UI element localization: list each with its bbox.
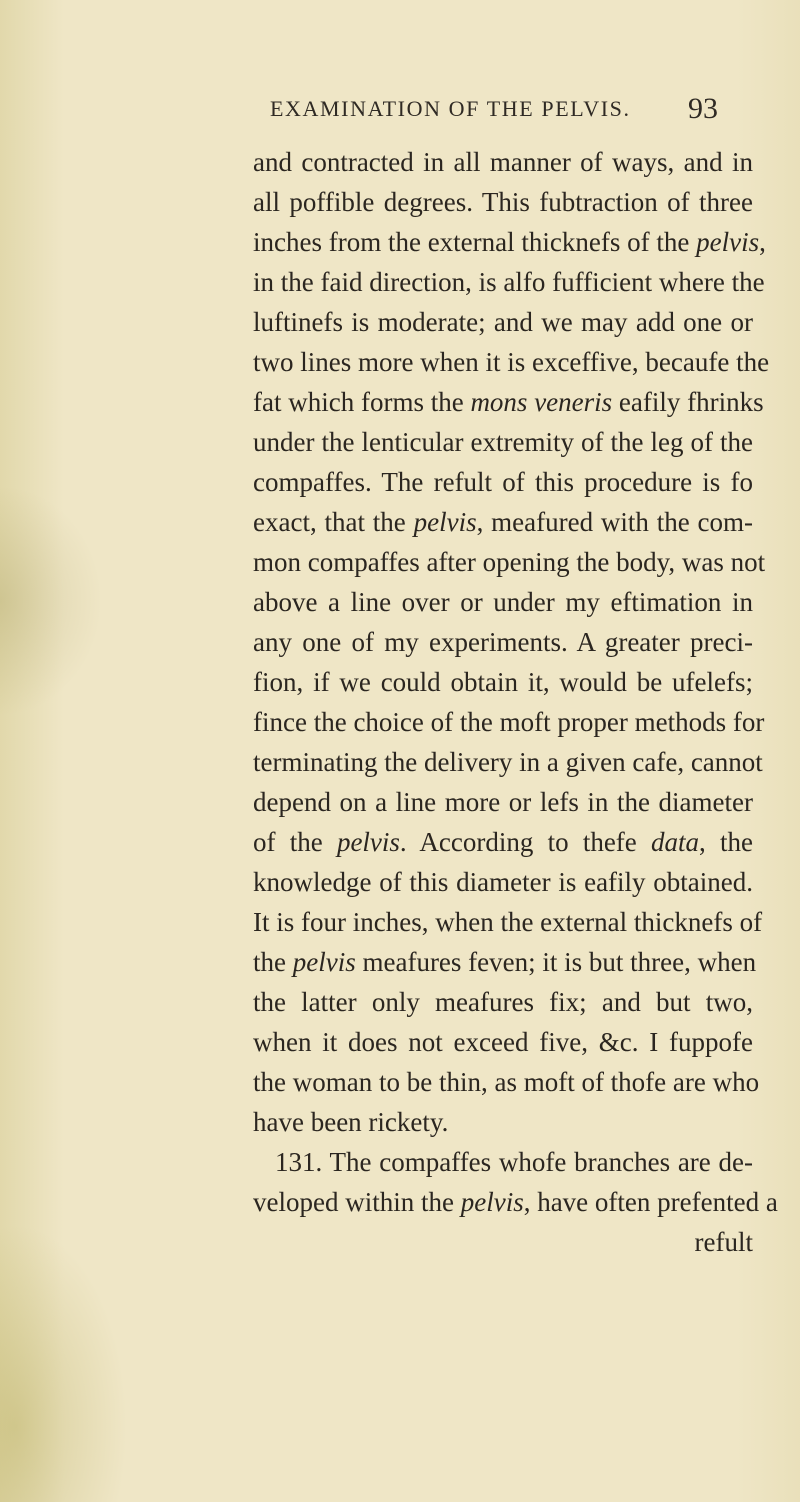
text-line: two lines more when it is exceffive, becaufe the [253,347,770,377]
text-line: the pelvis meafures feven; it is but three, when [253,947,757,977]
text-line: and contracted in all manner of ways, and in [253,147,753,177]
text-line: terminating the delivery in a given cafe, cannot [253,747,763,777]
text-line: exact, that the pelvis, meafured with the com- [253,507,753,537]
paragraph-131-start: 131. The compaffes whofe branches are de- [275,1147,753,1177]
text-line: compaffes. The refult of this procedure is fo [253,467,753,497]
text-line: mon compaffes after opening the body, was not [253,547,766,577]
text-line: inches from the external thicknefs of the pelvis, [253,227,766,257]
catchword: refult [694,1227,753,1257]
text-line: It is four inches, when the external thicknefs of [253,907,763,937]
running-head-title: EXAMINATION OF THE PELVIS. [270,96,631,121]
text-line: in the faid direction, is alfo fufficient where the [253,267,765,297]
text-line: depend on a line more or lefs in the diameter [253,787,753,817]
body-text [253,142,778,1262]
text-line: under the lenticular extremity of the leg of the [253,427,753,457]
running-head [0,92,800,132]
text-line: all poffible degrees. This fubtraction of three [253,187,753,217]
text-line: the latter only meafures fix; and but two, [253,987,753,1017]
text-line: the woman to be thin, as moft of thofe are who [253,1067,760,1097]
text-line: when it does not exceed five, &c. I fuppofe [253,1027,753,1057]
text-line: veloped within the pelvis, have often prefented a [253,1187,778,1217]
page-number: 93 [688,92,718,125]
text-line: fion, if we could obtain it, would be ufelefs; [253,667,753,697]
text-line: luftinefs is moderate; and we may add one or [253,307,753,337]
text-line: fince the choice of the moft proper methods for [253,707,765,737]
text-line: have been rickety. [253,1107,449,1137]
text-line: of the pelvis. According to thefe data, the [253,827,753,857]
text-line: above a line over or under my eftimation in [253,587,753,617]
text-line: any one of my experiments. A greater preci- [253,627,753,657]
text-line: knowledge of this diameter is eafily obtained. [253,867,753,897]
text-line: fat which forms the mons veneris eafily fhrinks [253,387,764,417]
